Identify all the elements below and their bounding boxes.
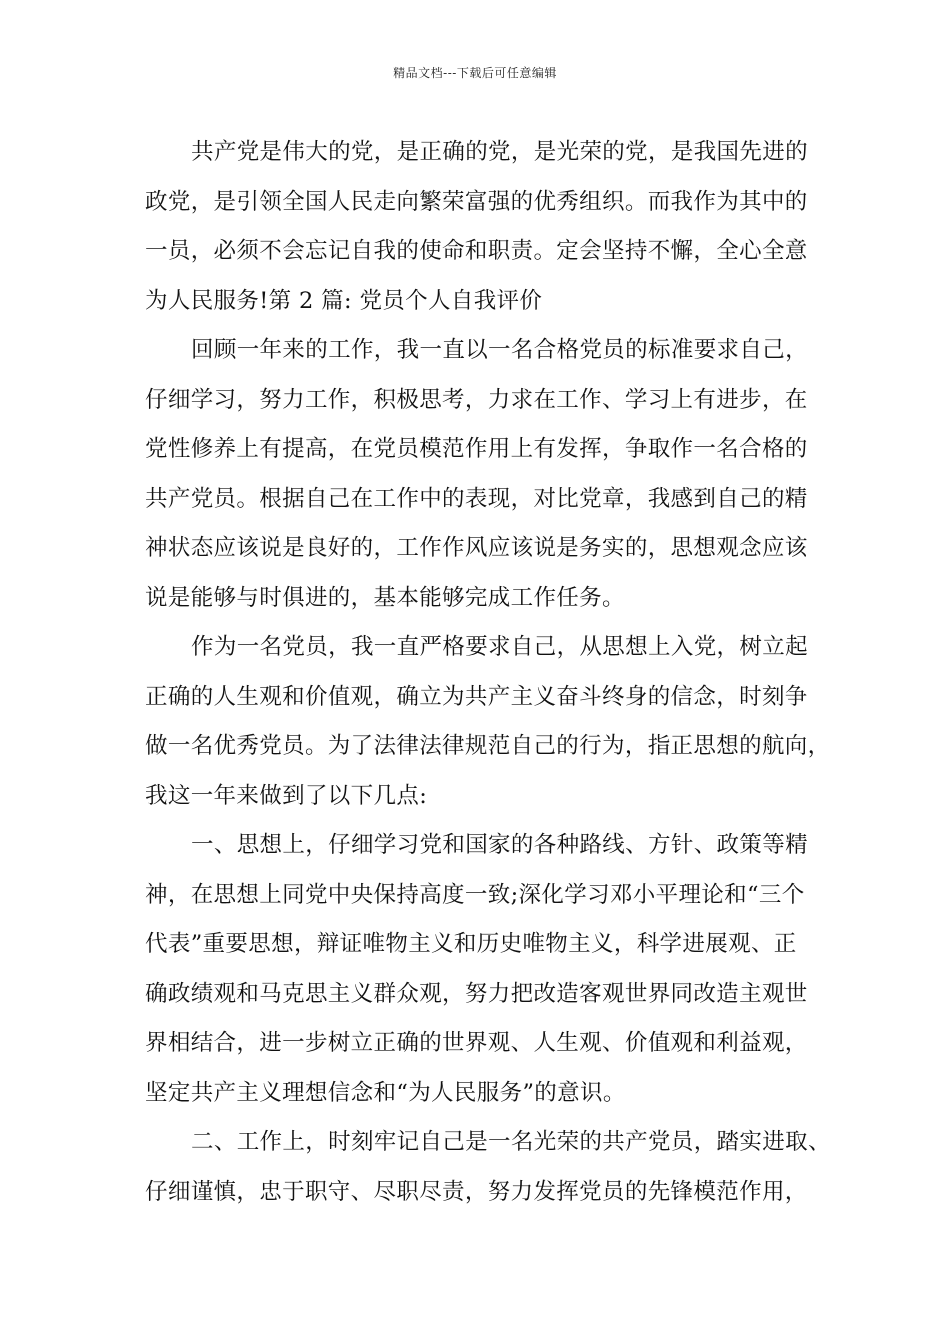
text-line: 党性修养上有提高，在党员模范作用上有发挥，争取作一名合格的	[145, 436, 808, 462]
text-line: 一员，必须不会忘记自我的使命和职责。定会坚持不懈，全心全意	[145, 238, 808, 264]
text-line: 二、工作上，时刻牢记自己是一名光荣的共产党员，踏实进取、	[191, 1129, 831, 1155]
text-line: 坚定共产主义理想信念和“为人民服务”的意识。	[145, 1079, 626, 1106]
text-line: 政党，是引领全国人民走向繁荣富强的优秀组织。而我作为其中的	[145, 188, 808, 215]
text-line: 仔细谨慎，忠于职守、尽职尽责，努力发挥党员的先锋模范作用，	[145, 1178, 808, 1205]
text-line: 一、思想上，仔细学习党和国家的各种路线、方针、政策等精	[191, 832, 808, 858]
text-line: 界相结合，进一步树立正确的世界观、人生观、价值观和利益观，	[145, 1030, 808, 1056]
text-line: 神，在思想上同党中央保持高度一致;深化学习邓小平理论和“三个	[145, 881, 805, 908]
text-line: 仔细学习，努力工作，积极思考，力求在工作、学习上有进步，在	[145, 386, 808, 413]
text-line: 神状态应该说是良好的，工作作风应该说是务实的，思想观念应该	[145, 535, 808, 561]
text-line: 共产党是伟大的党，是正确的党，是光荣的党，是我国先进的	[191, 139, 808, 165]
text-line: 为人民服务!第 2 篇: 党员个人自我评价	[145, 287, 543, 314]
text-line: 共产党员。根据自己在工作中的表现，对比党章，我感到自己的精	[145, 485, 808, 512]
text-line: 我这一年来做到了以下几点:	[145, 782, 428, 809]
text-line: 确政绩观和马克思主义群众观，努力把改造客观世界同改造主观世	[145, 980, 808, 1007]
text-line: 正确的人生观和价值观，确立为共产主义奋斗终身的信念，时刻争	[145, 683, 808, 710]
document-body	[145, 132, 831, 1221]
text-line: 作为一名党员，我一直严格要求自己，从思想上入党，树立起	[191, 634, 808, 660]
page-header: 精品文档---下载后可任意编辑	[393, 66, 557, 80]
text-line: 代表”重要思想，辩证唯物主义和历史唯物主义，科学进展观、正	[145, 931, 797, 957]
text-line: 回顾一年来的工作，我一直以一名合格党员的标准要求自己，	[191, 337, 808, 363]
text-line: 说是能够与时俱进的，基本能够完成工作任务。	[145, 584, 625, 611]
text-line: 做一名优秀党员。为了法律法律规范自己的行为，指正思想的航向，	[145, 733, 831, 759]
